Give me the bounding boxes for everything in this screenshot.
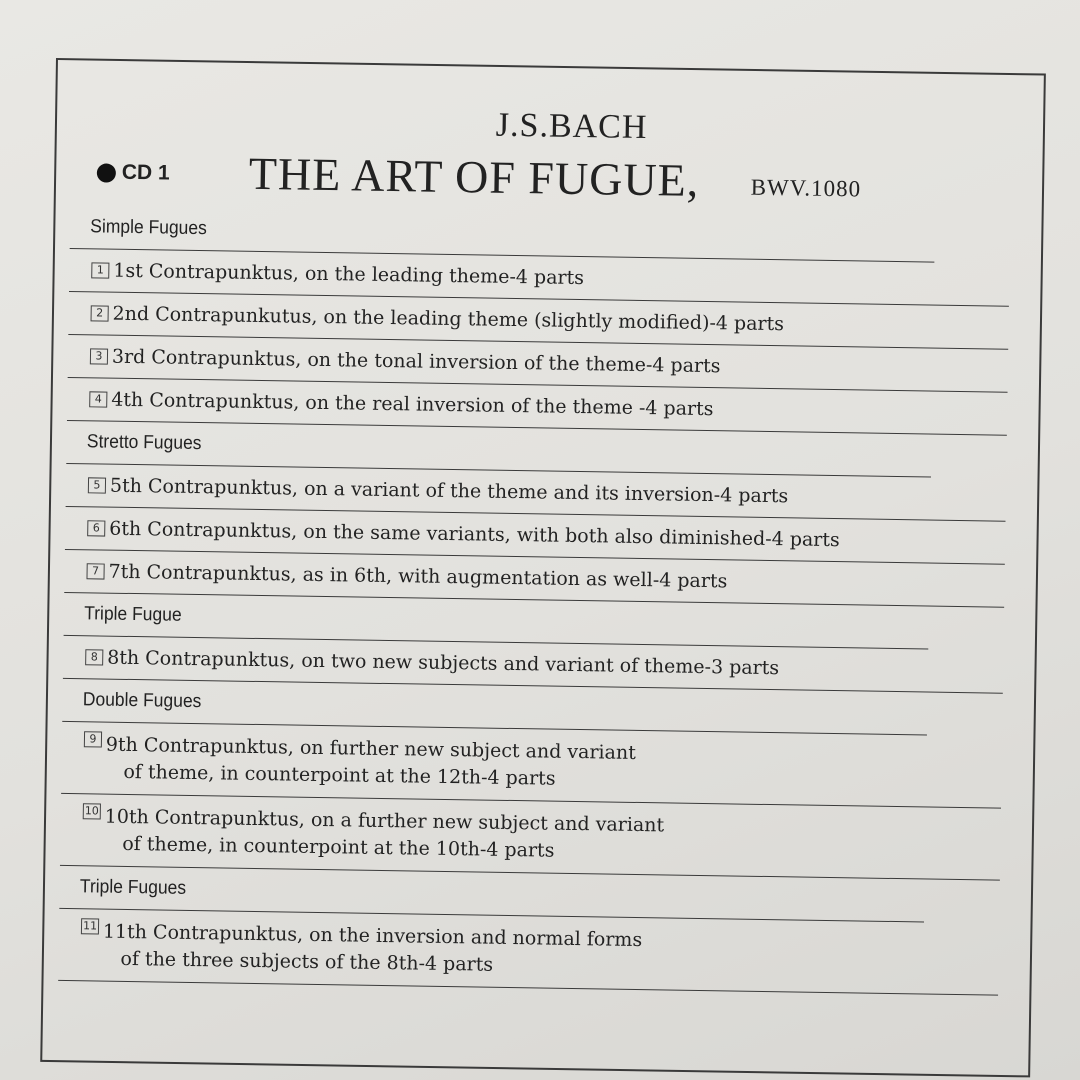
track-text [104, 804, 664, 867]
track-list [58, 206, 1010, 996]
track-title: 7th Contrapunktus, as in 6th, with augmentation as well-4 parts [108, 560, 728, 593]
track-title-line1: 10th Contrapunktus, on a further new subject and variant [104, 805, 665, 837]
track-title-line1: 9th Contrapunktus, on further new subject and variant [105, 733, 636, 764]
track-number-box: 3 [90, 348, 108, 364]
composer-name: J.S.BACH [495, 106, 648, 147]
track-number-box: 5 [88, 477, 106, 493]
track-title: 5th Contrapunktus, on a variant of the theme and its inversion-4 parts [109, 474, 789, 508]
disc-label-text: CD 1 [121, 160, 170, 185]
track-title: 4th Contrapunktus, on the real inversion of the theme -4 parts [111, 388, 714, 421]
title-row [70, 144, 1011, 211]
track-number-box: 8 [85, 649, 103, 665]
bullet-icon [97, 163, 116, 182]
track-title: 6th Contrapunktus, on the same variants, with both also diminished-4 parts [109, 517, 840, 552]
track-title: 2nd Contrapunkutus, on the leading theme (slightly modified)-4 parts [112, 302, 785, 336]
disc-label [97, 160, 170, 185]
track-title: 1st Contrapunktus, on the leading theme-4 parts [113, 259, 585, 290]
work-title: THE ART OF FUGUE, [248, 147, 700, 206]
track-title-line2: of theme, in counterpoint at the 12th-4 parts [123, 760, 556, 790]
track-number-box: 1 [91, 262, 109, 278]
track-text [102, 919, 642, 981]
track-title: 3rd Contrapunktus, on the tonal inversion of the theme-4 parts [111, 345, 721, 378]
track-title-line1: 11th Contrapunktus, on the inversion and normal forms [102, 920, 643, 952]
track-title-line2: of theme, in counterpoint at the 10th-4 parts [122, 832, 555, 862]
section-heading: Triple Fugues [59, 866, 924, 923]
tracklist-sheet [58, 100, 1012, 996]
track-number-box: 2 [91, 305, 109, 321]
track-number-box: 11 [81, 918, 99, 934]
track-text [105, 732, 636, 794]
track-number-box: 4 [89, 391, 107, 407]
track-row [58, 909, 999, 996]
section-heading: Stretto Fugues [66, 421, 931, 478]
track-number-box: 10 [83, 803, 101, 819]
track-number-box: 9 [84, 731, 102, 747]
track-title-line2: of the three subjects of the 8th-4 parts [120, 947, 494, 976]
section-heading: Simple Fugues [70, 206, 935, 263]
track-title: 8th Contrapunktus, on two new subjects and variant of theme-3 parts [107, 646, 780, 680]
track-number-box: 7 [86, 563, 104, 579]
section-heading: Double Fugues [62, 679, 927, 736]
section-heading: Triple Fugue [64, 593, 929, 650]
catalog-number: BWV.1080 [750, 174, 862, 202]
track-number-box: 6 [87, 520, 105, 536]
